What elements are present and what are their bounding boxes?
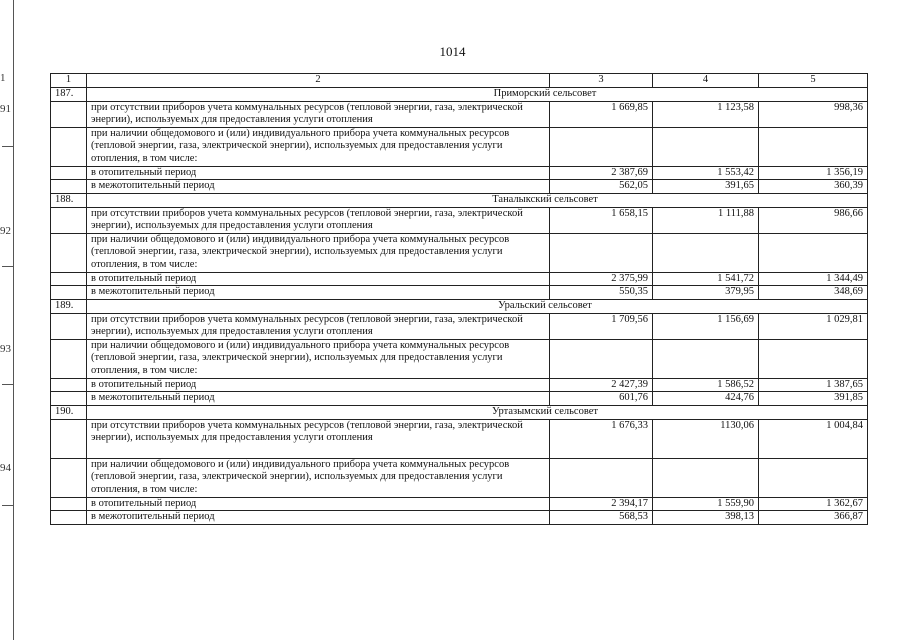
header-cell: 3 [550, 74, 653, 88]
value-col3 [550, 458, 653, 497]
section-number: 187. [51, 87, 87, 101]
section-row [51, 299, 868, 313]
tariff-table [50, 73, 868, 525]
value-col4: 1 553,42 [653, 166, 759, 180]
table-row [51, 286, 868, 300]
table-row [51, 511, 868, 525]
row-description: при отсутствии приборов учета коммунальных ресурсов (тепловой энергии, газа, электрической энергии), используемых для предоставления услуги отопления [87, 419, 550, 458]
value-col3: 562,05 [550, 180, 653, 194]
value-col4: 1130,06 [653, 419, 759, 458]
value-col4 [653, 458, 759, 497]
value-col5 [759, 233, 868, 272]
table-row [51, 339, 868, 378]
empty-cell [51, 286, 87, 300]
value-col5: 1 356,19 [759, 166, 868, 180]
row-description: в межотопительный период [87, 180, 550, 194]
value-col3 [550, 233, 653, 272]
value-col5: 998,36 [759, 101, 868, 127]
value-col5: 1 362,67 [759, 497, 868, 511]
value-col3: 2 394,17 [550, 497, 653, 511]
section-number: 188. [51, 193, 87, 207]
table-row [51, 180, 868, 194]
value-col3: 2 387,69 [550, 166, 653, 180]
value-col5: 1 387,65 [759, 378, 868, 392]
value-col5 [759, 339, 868, 378]
binding-margin-line [13, 0, 14, 640]
margin-tick [2, 505, 13, 506]
row-description: в межотопительный период [87, 286, 550, 300]
row-description: при отсутствии приборов учета коммунальных ресурсов (тепловой энергии, газа, электрической энергии), используемых для предоставления услуги отопления [87, 101, 550, 127]
page-number: 1014 [439, 44, 466, 59]
table-row [51, 166, 868, 180]
table-row [51, 207, 868, 233]
value-col3: 568,53 [550, 511, 653, 525]
table-row [51, 127, 868, 166]
margin-mark: 1 [0, 72, 6, 84]
value-col5: 360,39 [759, 180, 868, 194]
empty-cell [51, 272, 87, 286]
value-col5: 1 029,81 [759, 313, 868, 339]
value-col4: 1 559,90 [653, 497, 759, 511]
table-row [51, 458, 868, 497]
section-name: Уральский сельсовет [87, 299, 868, 313]
header-cell: 1 [51, 74, 87, 88]
row-description: в отопительный период [87, 378, 550, 392]
value-col4: 1 586,52 [653, 378, 759, 392]
value-col3: 550,35 [550, 286, 653, 300]
table-row [51, 272, 868, 286]
value-col4: 1 541,72 [653, 272, 759, 286]
value-col4: 424,76 [653, 392, 759, 406]
empty-cell [51, 127, 87, 166]
margin-mark: 91 [0, 103, 11, 115]
row-description: при наличии общедомового и (или) индивидуального прибора учета коммунальных ресурсов (тепловой энергии, газа, электрической энергии), используемых для предоставления услуги отопления, в том числе: [87, 127, 550, 166]
margin-mark: 92 [0, 225, 11, 237]
value-col4 [653, 339, 759, 378]
value-col3: 1 676,33 [550, 419, 653, 458]
value-col5: 391,85 [759, 392, 868, 406]
empty-cell [51, 180, 87, 194]
row-description: в отопительный период [87, 166, 550, 180]
margin-tick [2, 146, 13, 147]
section-number: 189. [51, 299, 87, 313]
value-col4: 1 111,88 [653, 207, 759, 233]
empty-cell [51, 233, 87, 272]
value-col4 [653, 127, 759, 166]
value-col5: 348,69 [759, 286, 868, 300]
empty-cell [51, 101, 87, 127]
empty-cell [51, 497, 87, 511]
value-col3: 2 375,99 [550, 272, 653, 286]
value-col3 [550, 127, 653, 166]
value-col3 [550, 339, 653, 378]
margin-mark: 93 [0, 343, 11, 355]
value-col5 [759, 458, 868, 497]
row-description: при наличии общедомового и (или) индивидуального прибора учета коммунальных ресурсов (тепловой энергии, газа, электрической энергии), используемых для предоставления услуги отопления, в том числе: [87, 233, 550, 272]
empty-cell [51, 313, 87, 339]
table-row [51, 419, 868, 458]
empty-cell [51, 458, 87, 497]
margin-mark: 94 [0, 462, 11, 474]
section-row [51, 87, 868, 101]
table-row [51, 378, 868, 392]
value-col5: 366,87 [759, 511, 868, 525]
row-description: при отсутствии приборов учета коммунальных ресурсов (тепловой энергии, газа, электрической энергии), используемых для предоставления услуги отопления [87, 313, 550, 339]
empty-cell [51, 166, 87, 180]
row-description: в отопительный период [87, 497, 550, 511]
row-description: в отопительный период [87, 272, 550, 286]
section-number: 190. [51, 405, 87, 419]
header-row [51, 74, 868, 88]
section-name: Уртазымский сельсовет [87, 405, 868, 419]
value-col5 [759, 127, 868, 166]
value-col3: 1 669,85 [550, 101, 653, 127]
value-col5: 1 004,84 [759, 419, 868, 458]
row-description: в межотопительный период [87, 392, 550, 406]
section-name: Приморский сельсовет [87, 87, 868, 101]
row-description: в межотопительный период [87, 511, 550, 525]
table-row [51, 233, 868, 272]
header-cell: 4 [653, 74, 759, 88]
section-name: Таналыкский сельсовет [87, 193, 868, 207]
header-cell: 5 [759, 74, 868, 88]
table-row [51, 101, 868, 127]
empty-cell [51, 511, 87, 525]
empty-cell [51, 419, 87, 458]
value-col3: 2 427,39 [550, 378, 653, 392]
value-col5: 986,66 [759, 207, 868, 233]
value-col4: 379,95 [653, 286, 759, 300]
row-description: при отсутствии приборов учета коммунальных ресурсов (тепловой энергии, газа, электрической энергии), используемых для предоставления услуги отопления [87, 207, 550, 233]
value-col4 [653, 233, 759, 272]
value-col3: 1 658,15 [550, 207, 653, 233]
value-col3: 1 709,56 [550, 313, 653, 339]
value-col3: 601,76 [550, 392, 653, 406]
row-description: при наличии общедомового и (или) индивидуального прибора учета коммунальных ресурсов (тепловой энергии, газа, электрической энергии), используемых для предоставления услуги отопления, в том числе: [87, 458, 550, 497]
value-col4: 398,13 [653, 511, 759, 525]
table-row [51, 497, 868, 511]
empty-cell [51, 392, 87, 406]
value-col5: 1 344,49 [759, 272, 868, 286]
value-col4: 1 123,58 [653, 101, 759, 127]
empty-cell [51, 207, 87, 233]
margin-tick [2, 266, 13, 267]
empty-cell [51, 378, 87, 392]
table-row [51, 313, 868, 339]
margin-tick [2, 384, 13, 385]
section-row [51, 193, 868, 207]
empty-cell [51, 339, 87, 378]
section-row [51, 405, 868, 419]
row-description: при наличии общедомового и (или) индивидуального прибора учета коммунальных ресурсов (тепловой энергии, газа, электрической энергии), используемых для предоставления услуги отопления, в том числе: [87, 339, 550, 378]
header-cell: 2 [87, 74, 550, 88]
table-row [51, 392, 868, 406]
value-col4: 1 156,69 [653, 313, 759, 339]
value-col4: 391,65 [653, 180, 759, 194]
